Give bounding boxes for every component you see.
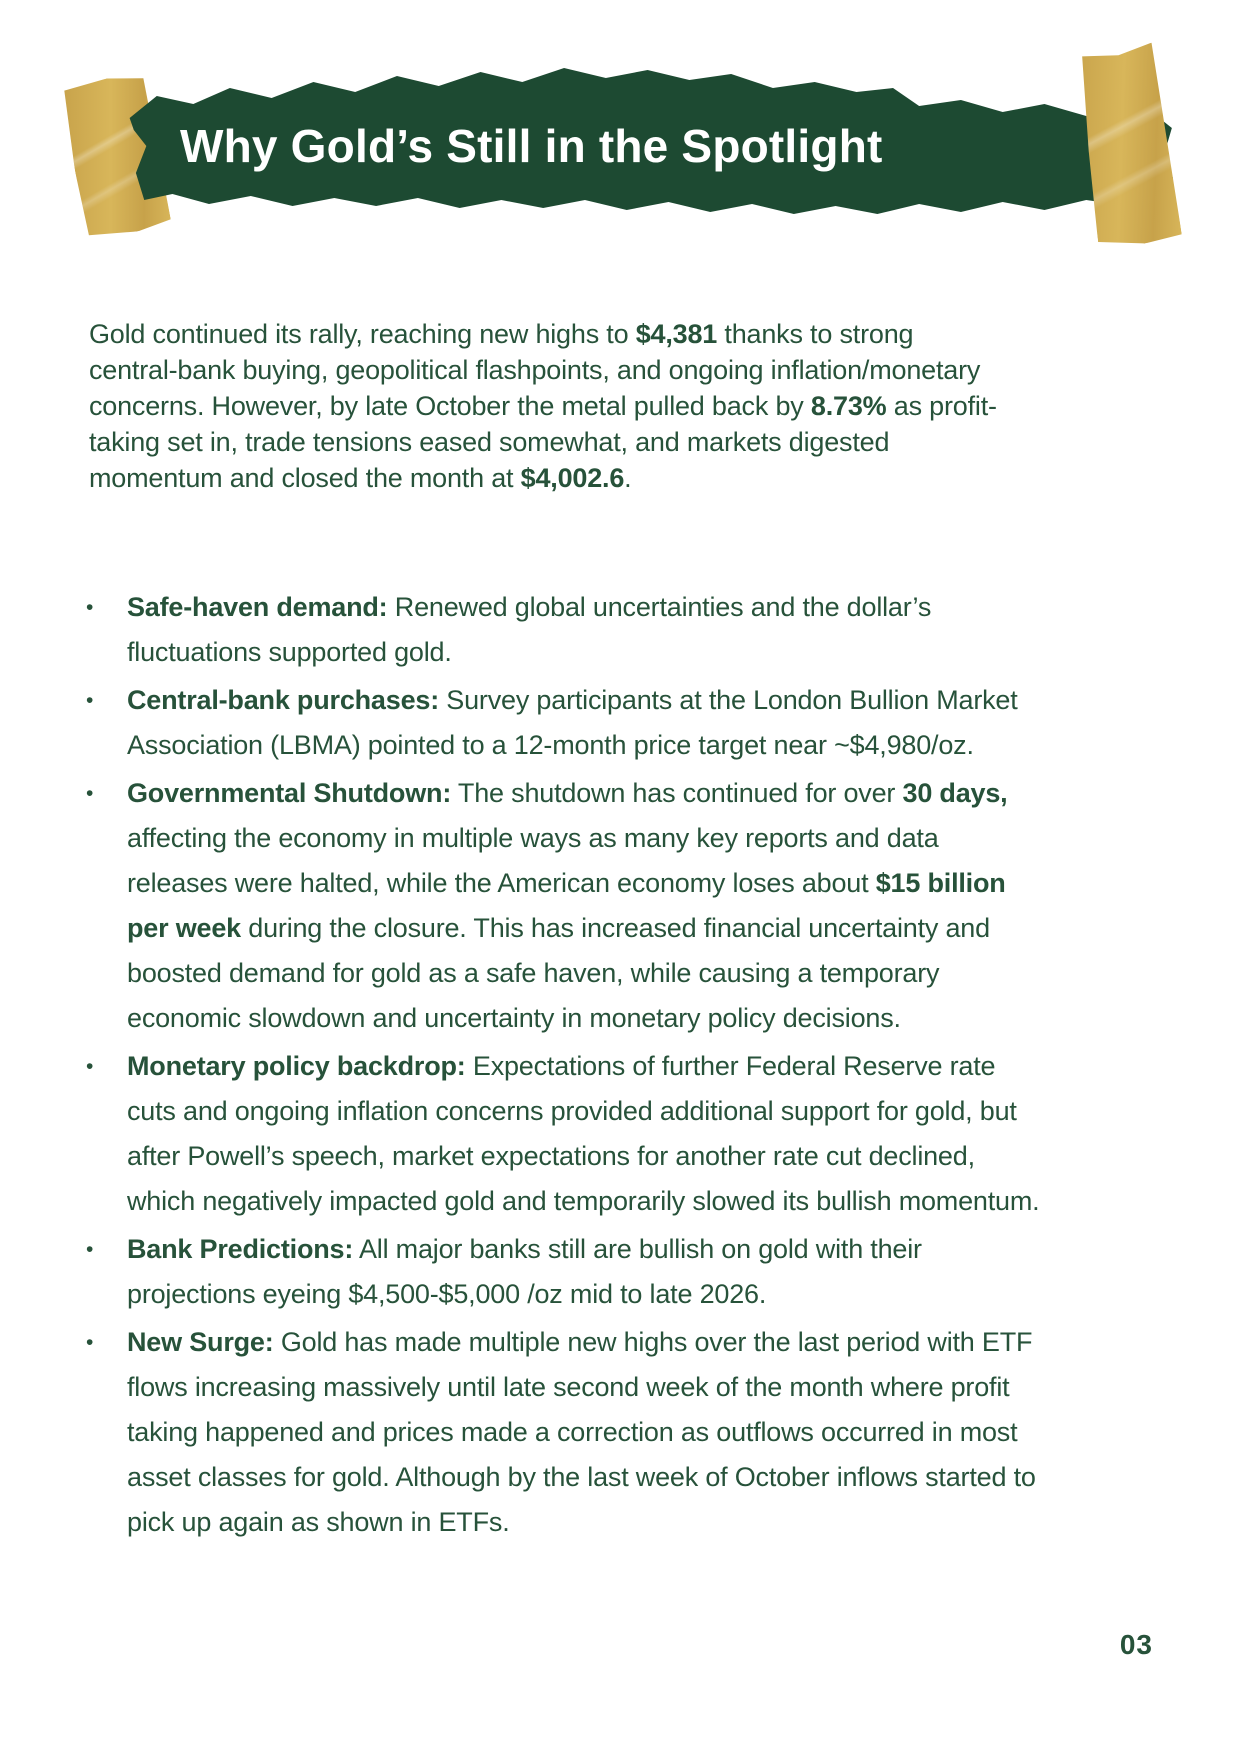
bullet-list: [80, 585, 1040, 1548]
bullet-marker: •: [86, 689, 94, 712]
bullet-marker: •: [86, 1055, 94, 1078]
list-item-central-bank: [80, 678, 1040, 768]
list-item-shutdown: [80, 771, 1040, 1041]
bullet-marker: •: [86, 1238, 94, 1261]
list-item-new-surge: [80, 1320, 1040, 1545]
header-banner: [0, 0, 1242, 260]
list-item-text: New Surge: Gold has made multiple new highs over the last period with ETF flows increasing massively until late second week of the month where profit taking happened and prices made a correction as outflows occurred in most asset classes for gold. Although by the last week of October inflows started to pick up again as shown in ETFs.: [127, 1327, 1036, 1537]
banner: [115, 58, 1175, 216]
bullet-marker: •: [86, 596, 94, 619]
bullet-marker: •: [86, 782, 94, 805]
list-item-safe-haven: [80, 585, 1040, 675]
page-number: 03: [1119, 1629, 1153, 1660]
intro-paragraph: Gold continued its rally, reaching new highs to $4,381 thanks to strong central-bank buying, geopolitical flashpoints, and ongoing inflation/monetary concerns. However, by late October the metal pulled back by 8.73% as profit-taking set in, trade tensions eased somewhat, and markets digested momentum and closed the month at $4,002.6.: [89, 319, 997, 493]
list-item-text: Bank Predictions: All major banks still are bullish on gold with their projections eyeing $4,500-$5,000 /oz mid to late 2026.: [127, 1234, 922, 1309]
bullet-marker: •: [86, 1331, 94, 1354]
list-item-bank-predictions: [80, 1227, 1040, 1317]
page-title: Why Gold’s Still in the Spotlight: [180, 120, 883, 172]
list-item-text: Central-bank purchases: Survey participants at the London Bullion Market Association (LBMA) pointed to a 12-month price target near ~$4,980/oz.: [127, 685, 1018, 760]
list-item-monetary-policy: [80, 1044, 1040, 1224]
list-item-text: Safe-haven demand: Renewed global uncertainties and the dollar’s fluctuations supported gold.: [127, 592, 932, 667]
list-item-text: Monetary policy backdrop: Expectations of further Federal Reserve rate cuts and ongoing inflation concerns provided additional support for gold, but after Powell’s speech, market expectations for another rate cut declined, which negatively impacted gold and temporarily slowed its bullish momentum.: [127, 1051, 1040, 1216]
list-item-text: Governmental Shutdown: The shutdown has continued for over 30 days, affecting the economy in multiple ways as many key reports and data releases were halted, while the American economy loses about $15 billion per week during the closure. This has increased financial uncertainty and boosted demand for gold as a safe haven, while causing a temporary economic slowdown and uncertainty in monetary policy decisions.: [127, 778, 1008, 1033]
